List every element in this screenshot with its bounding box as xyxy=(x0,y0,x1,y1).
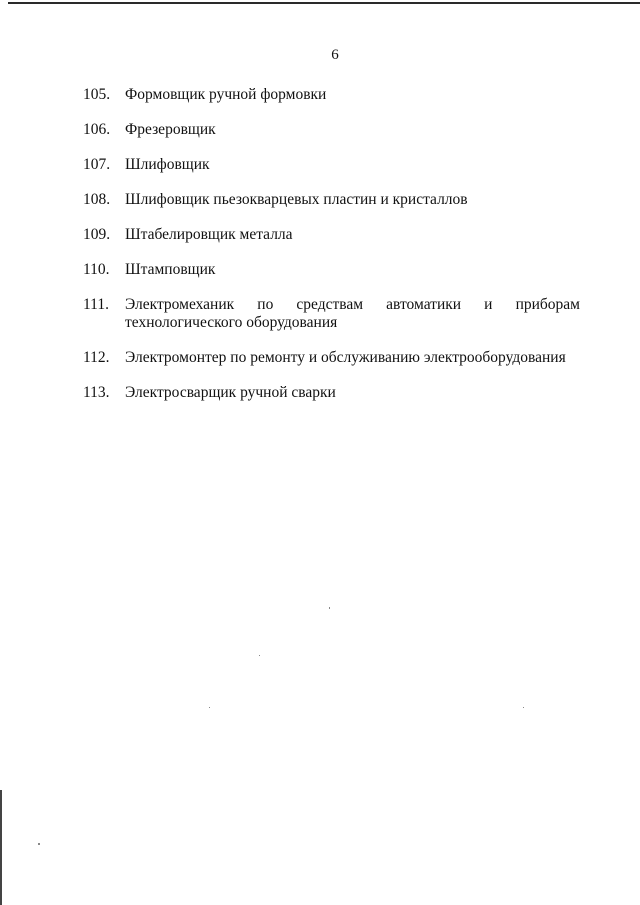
list-item xyxy=(83,156,580,174)
item-number: 110. xyxy=(83,261,110,278)
scan-speck xyxy=(38,843,40,845)
item-text: Штамповщик xyxy=(125,261,216,278)
list-item xyxy=(83,384,580,402)
item-text: Электромеханик по средствам автоматики и приборам технологического оборудования xyxy=(125,296,580,331)
item-number: 113. xyxy=(83,384,110,401)
item-text: Шлифовщик пьезокварцевых пластин и кристаллов xyxy=(125,191,468,208)
scan-speck xyxy=(209,707,210,708)
page-number: 6 xyxy=(331,47,339,63)
profession-list xyxy=(83,86,580,419)
list-item xyxy=(83,86,580,104)
scan-left-edge xyxy=(0,790,2,905)
list-item xyxy=(83,226,580,244)
scan-speck xyxy=(329,607,330,609)
list-item xyxy=(83,121,580,139)
item-number: 108. xyxy=(83,191,111,208)
scan-speck xyxy=(259,655,260,656)
item-text: Формовщик ручной формовки xyxy=(125,86,327,103)
item-number: 107. xyxy=(83,156,111,173)
list-item xyxy=(83,261,580,279)
item-text: Электромонтер по ремонту и обслуживанию электрооборудования xyxy=(125,349,566,366)
item-number: 106. xyxy=(83,121,111,138)
list-item xyxy=(83,349,580,367)
item-number: 109. xyxy=(83,226,111,243)
item-number: 105. xyxy=(83,86,111,103)
item-text: Фрезеровщик xyxy=(125,121,216,138)
list-item xyxy=(83,191,580,209)
item-text: Шлифовщик xyxy=(125,156,210,173)
list-item xyxy=(83,296,580,332)
scan-top-border xyxy=(8,2,640,4)
scan-speck xyxy=(523,707,524,708)
item-number: 111. xyxy=(83,296,109,313)
item-text: Штабелировщик металла xyxy=(125,226,293,243)
item-text: Электросварщик ручной сварки xyxy=(125,384,336,401)
item-number: 112. xyxy=(83,349,110,366)
